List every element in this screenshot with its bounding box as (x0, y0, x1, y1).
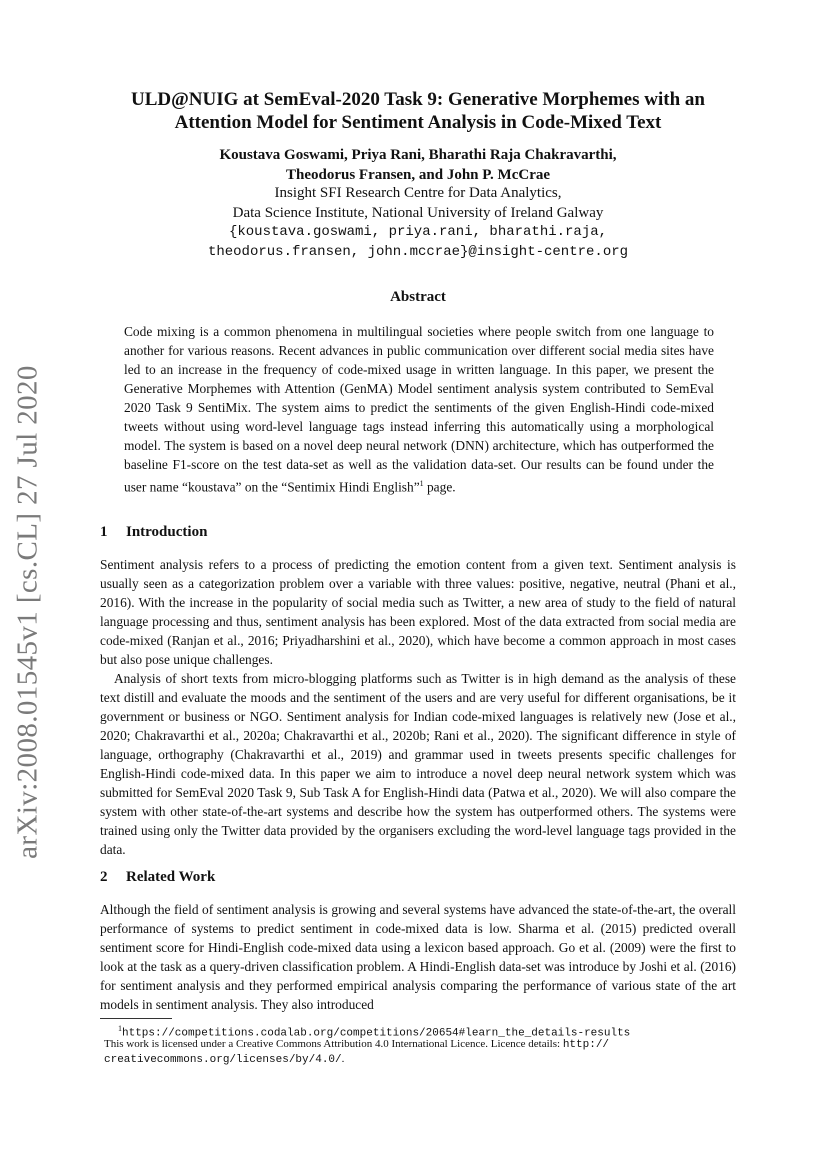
author-emails: {koustava.goswami, priya.rani, bharathi.raja, theodorus.fransen, john.mccrae}@insight-centre.org (207, 224, 629, 260)
author-list: Koustava Goswami, Priya Rani, Bharathi Raja Chakravarthi, Theodorus Fransen, and John P. McCrae (219, 147, 617, 183)
paragraph: Sentiment analysis refers to a process of predicting the emotion content from a given text. Sentiment analysis is usually seen as a categorization problem over a variable with three values: positive, negative, neutral (Phani et al., 2016). With the increase in the popularity of social media such as Twitter, a new area of study to the field of natural language processing and thus, sentiment analysis has been explored. Most of the data extracted from social media are code-mixed (Ranjan et al., 2016; Priyadharshini et al., 2020), which have become a common approach in most cases but also pose unique challenges. (100, 557, 736, 667)
paragraph: Analysis of short texts from micro-blogging platforms such as Twitter is in high demand as the analysis of these text distill and evaluate the moods and the sentiment of the users and are very useful for different organisations, be it government or business or NGO. Sentiment analysis for Indian code-mixed languages is relatively new (Jose et al., 2020; Chakravarthi et al., 2020a; Chakravarthi et al., 2020b; Rani et al., 2020). The significant difference in style of language, orthography (Chakravarthi et al., 2019) and grammar used in tweets presents specific challenges for English-Hindi code-mixed data. In this paper we aim to introduce a novel deep neural network system which was submitted for SemEval 2020 Task 9, Sub Task A for English-Hindi data (Patwa et al., 2020). We will also compare the system with other state-of-the-art systems and describe how the system has outperformed others. The systems were trained using only the Twitter data provided by the organisers excluding the word-level language tags provided in the data. (100, 671, 736, 857)
arxiv-id: arXiv:2008.01545v1 [cs.CL] 27 Jul 2020 (11, 365, 44, 859)
arxiv-sidebar-stamp (6, 365, 50, 859)
licence-note: This work is licensed under a Creative Commons Attribution 4.0 International Licence. Licence details: http:// creativecommons.org/licenses/by/4.0/. (104, 1038, 610, 1066)
affiliation: Insight SFI Research Centre for Data Analytics, Data Science Institute, National University of Ireland Galway (232, 185, 604, 221)
paper-title: ULD@NUIG at SemEval-2020 Task 9: Generative Morphemes with an Attention Model for Sentiment Analysis in Code-Mixed Text (131, 89, 705, 133)
footnote-1: $^1$https://competitions.codalab.org/competitions/20654#learn_the_details-results (118, 1024, 631, 1040)
section-heading-related-work: 2 Related Work (100, 869, 216, 885)
footnote-url[interactable]: https://competitions.codalab.org/competitions/20654#learn_the_details-results (122, 1027, 631, 1040)
abstract-text: Code mixing is a common phenomena in multilingual societies where people switch from one language to another for various reasons. Recent advances in public communication over different social media sites have led to an increase in the frequency of code-mixed usage in written language. In this paper, we present the Generative Morphemes with Attention (GenMA) Model sentiment analysis system contributed to SemEval 2020 Task 9 SentiMix. The system aims to predict the sentiments of the given English-Hindi code-mixed tweets without using word-level language tags instead inferring this automatically using a morphological model. The system is based on a novel deep neural network (DNN) architecture, which has outperformed the baseline F1-score on the test data-set as well as the validation data-set. Our results can be found under the user name “koustava” on the “Sentimix Hindi English”$^1$ page. (124, 324, 714, 495)
abstract-heading: Abstract (390, 289, 446, 305)
section-heading-introduction: 1 Introduction (100, 524, 208, 540)
licence-link-part1[interactable]: http:// (562, 1039, 610, 1051)
licence-link-part2[interactable]: creativecommons.org/licenses/by/4.0/ (104, 1054, 342, 1066)
section-body-related-work (100, 900, 736, 1014)
paragraph: Although the field of sentiment analysis is growing and several systems have advanced the state-of-the-art, the overall performance of systems to predict sentiment in code-mixed data is low. Sharma et al. (2015) predicted overall sentiment score for Hindi-English code-mixed data using a lexicon based approach. Go et al. (2009) were the first to look at the task as a query-driven classification problem. A Hindi-English data-set was introduce by Joshi et al. (2016) for sentiment analysis and they performed empirical analysis comparing the performance of various state of the art models in sentiment analysis. They also introduced (100, 902, 736, 1012)
footnote-rule (100, 1018, 172, 1019)
section-body-introduction (100, 555, 736, 859)
footnote-mark: 1 (419, 479, 424, 488)
